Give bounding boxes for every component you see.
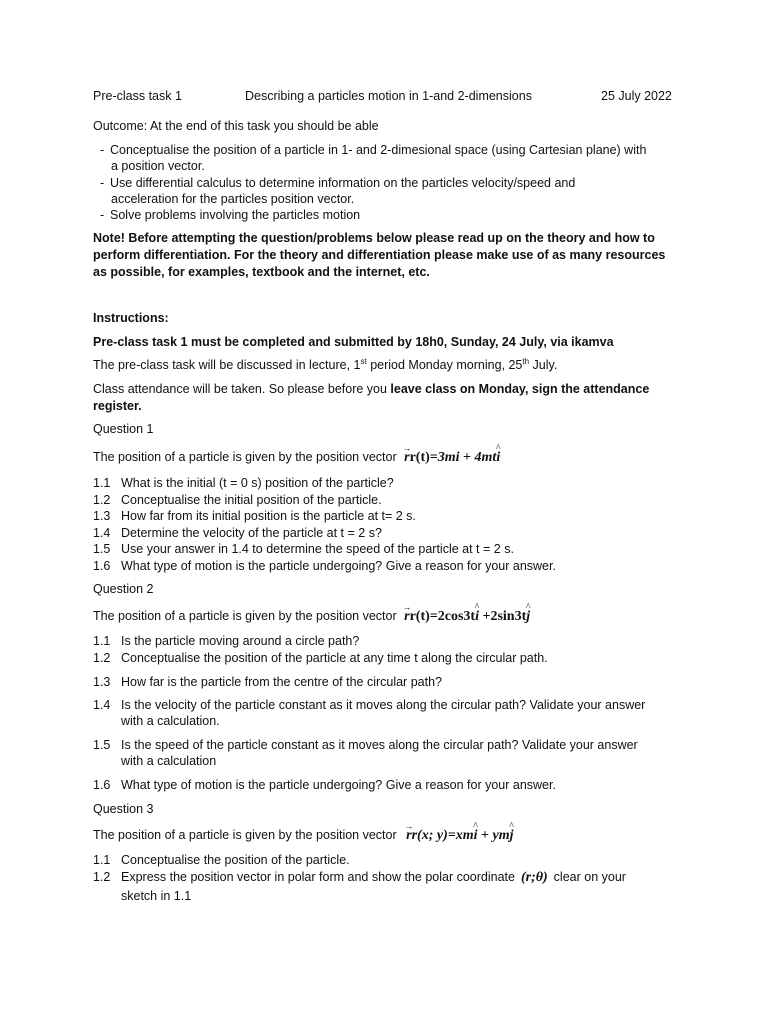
q2-item [93,737,638,753]
item-number: 1.2 [93,493,111,507]
item-text: How far from its initial position is the particle at t= 2 s. [121,509,416,523]
item-text: What is the initial (t = 0 s) position of the particle? [121,476,394,490]
q1-item [93,508,416,524]
q3-item-cont: sketch in 1.1 [121,889,192,903]
q2-formula: r →r(t)=2cos3ti ^ +2sin3tj ^ [404,609,530,624]
item-number: 1.5 [93,738,111,752]
q1-item [93,525,382,541]
q3-item [93,869,626,886]
item-number: 1.2 [93,870,111,884]
outcome-intro: Outcome: At the end of this task you should be able [93,119,379,133]
item-text: Conceptualise the position of the particle. [121,853,350,867]
item-number: 1.4 [93,526,111,540]
item-number: 1.5 [93,542,111,556]
instructions-attendance: Class attendance will be taken. So please before you leave class on Monday, sign the attendance [93,382,650,396]
q2-item-cont: with a calculation [121,754,217,768]
q1-item [93,558,556,574]
item-text: Conceptualise the position of the particle at any time t along the circular path. [121,651,548,665]
item-text: Is the particle moving around a circle path? [121,634,360,648]
note-line-1: Note! Before attempting the question/problems below please read up on the theory and how to [93,231,655,245]
outcome-bullet-2: - Use differential calculus to determine information on the particles velocity/speed and [100,176,576,190]
item-number: 1.4 [93,698,111,712]
note-line-3: as possible, for examples, textbook and the internet, etc. [93,265,430,279]
item-number: 1.2 [93,651,111,665]
instructions-heading: Instructions: [93,311,169,325]
q1-formula: r →r(t)=3mi + 4mti ^ [404,450,500,465]
instructions-attendance-cont: register. [93,399,142,413]
q2-stem: The position of a particle is given by the position vector r →r(t)=2cos3ti ^ +2sin3tj ^ [93,608,530,625]
header-date: 25 July 2022 [601,89,672,103]
outcome-bullet-1-cont: a position vector. [111,159,205,173]
q2-item [93,650,548,666]
q3-formula: r →r(x; y)=xmi ^ + ymj ^ [406,828,513,843]
q2-item-cont: with a calculation. [121,714,220,728]
q2-item [93,697,645,713]
q3-item [93,852,350,868]
item-text: How far is the particle from the centre of the circular path? [121,675,442,689]
item-number: 1.3 [93,675,111,689]
q3-stem: The position of a particle is given by the position vector r →r(x; y)=xmi ^ + ymj ^ [93,827,513,844]
header-task: Pre-class task 1 [93,89,182,103]
item-text: What type of motion is the particle undergoing? Give a reason for your answer. [121,559,556,573]
q1-heading: Question 1 [93,422,154,436]
q2-item [93,633,359,649]
item-text: What type of motion is the particle undergoing? Give a reason for your answer. [121,778,556,792]
item-number: 1.1 [93,634,111,648]
q1-item [93,541,514,557]
outcome-bullet-2-cont: acceleration for the particles position vector. [111,192,355,206]
q1-item [93,492,382,508]
item-text: Is the speed of the particle constant as it moves along the circular path? Validate your answer [121,738,638,752]
instructions-discussed: The pre-class task will be discussed in lecture, 1st period Monday morning, 25th July. [93,356,558,372]
item-text: Express the position vector in polar form and show the polar coordinate [121,870,515,884]
item-text-tail: clear on your [553,870,626,884]
q2-heading: Question 2 [93,582,154,596]
q2-item [93,777,556,793]
item-text: Determine the velocity of the particle at t = 2 s? [121,526,382,540]
q1-stem: The position of a particle is given by the position vector r →r(t)=3mi + 4mti ^ [93,449,500,466]
item-text: Is the velocity of the particle constant as it moves along the circular path? Validate your answer [121,698,646,712]
item-number: 1.6 [93,559,111,573]
q3-heading: Question 3 [93,802,154,816]
q1-item [93,475,394,491]
header-title: Describing a particles motion in 1-and 2-dimensions [245,89,532,103]
item-number: 1.6 [93,778,111,792]
item-text: Use your answer in 1.4 to determine the speed of the particle at t = 2 s. [121,542,514,556]
outcome-bullet-1: - Conceptualise the position of a particle in 1- and 2-dimesional space (using Cartesian plane) with [100,143,647,157]
item-number: 1.1 [93,853,111,867]
note-line-2: perform differentiation. For the theory and differentiation please make use of as many resources [93,248,666,262]
item-number: 1.1 [93,476,111,490]
outcome-bullet-3: - Solve problems involving the particles motion [100,208,361,222]
item-text: Conceptualise the initial position of the particle. [121,493,382,507]
item-number: 1.3 [93,509,111,523]
q2-item [93,674,442,690]
polar-coordinate: (r;θ) [520,870,548,885]
instructions-submit: Pre-class task 1 must be completed and submitted by 18h0, Sunday, 24 July, via ikamva [93,335,614,349]
